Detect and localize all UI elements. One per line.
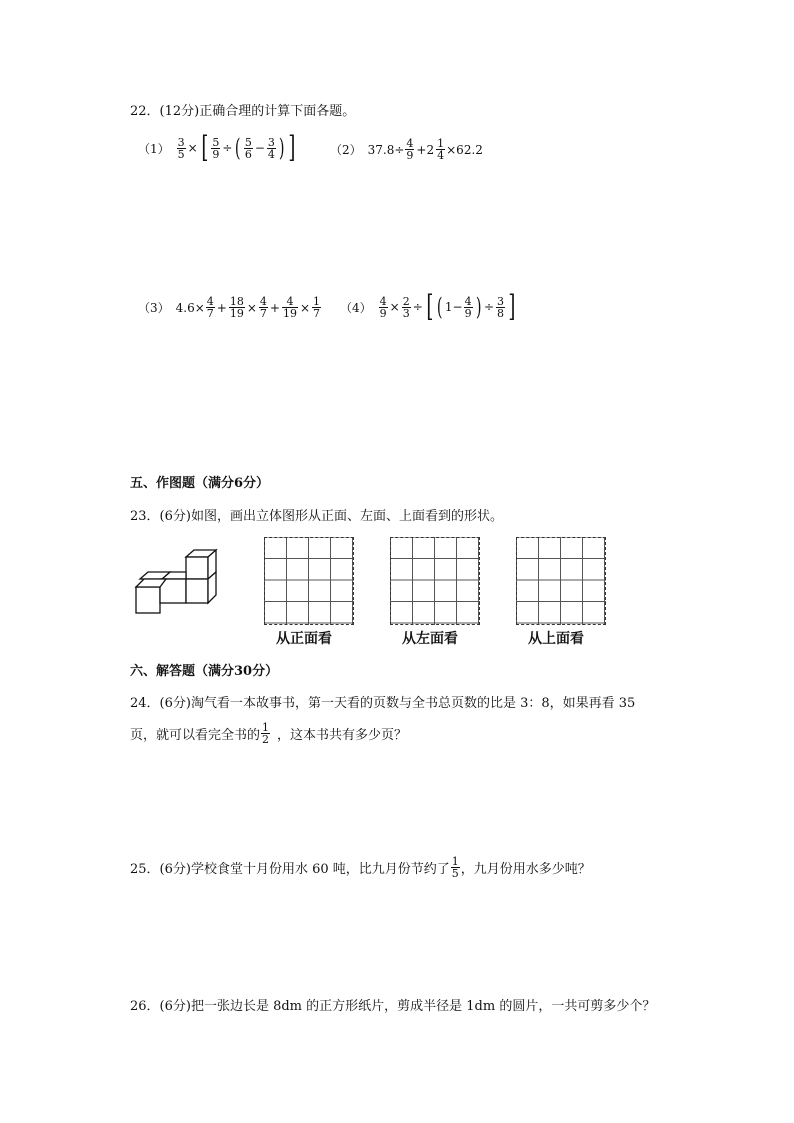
problem-label: （4） xyxy=(340,300,372,315)
right-paren: ) xyxy=(278,134,285,162)
operator: × xyxy=(299,300,311,315)
left-bracket: [ xyxy=(426,289,434,324)
q24-text: 页，就可以看完全书的 xyxy=(130,728,261,743)
q24-text: ，这本书共有多少页？ xyxy=(277,728,408,743)
operator: + xyxy=(269,300,280,315)
fraction: $\frac{1}{4}$ xyxy=(437,137,445,162)
problem-label: （1） xyxy=(138,141,170,156)
q25-text: 25．(6分)学校食堂十月份用水 60 吨，比九月份节约了 xyxy=(130,862,450,877)
grid-top-view[interactable] xyxy=(516,537,606,625)
left-bracket: [ xyxy=(201,130,209,165)
operator: − xyxy=(254,141,265,155)
fraction: $\frac{4}{9}$ xyxy=(406,137,414,162)
q22-problem-1 xyxy=(138,130,298,165)
section-6-title: 六、解答题（满分30分） xyxy=(130,664,279,679)
fraction: $\frac{18}{19}$ xyxy=(229,295,244,320)
q24-line-1: 24．(6分)淘气看一本故事书，第一天看的页数与全书总页数的比是 3：8，如果再看 35 xyxy=(130,696,636,711)
problem-label: （2） xyxy=(330,143,362,157)
fraction: $\frac{5}{9}$ xyxy=(212,135,220,161)
fraction: $\frac{3}{5}$ xyxy=(177,135,185,161)
expr-text: 37.8÷ xyxy=(367,142,405,157)
fraction: $\frac{5}{6}$ xyxy=(244,135,252,161)
expr-text: ×62.2 xyxy=(446,142,483,157)
fraction: $\frac{4}{7}$ xyxy=(259,295,267,320)
grid-label-left: 从左面看 xyxy=(402,631,458,647)
left-paren: ( xyxy=(437,293,443,321)
fraction: $\frac{4}{9}$ xyxy=(379,294,387,320)
fraction: $\frac{1}{7}$ xyxy=(313,295,321,320)
grid-left-view[interactable] xyxy=(390,537,480,625)
right-paren: ) xyxy=(475,293,482,321)
fraction: $\frac{1}{5}$ xyxy=(451,855,459,880)
right-bracket: ] xyxy=(288,130,296,165)
q25-text: ，九月份用水多少吨？ xyxy=(460,862,591,877)
fraction: $\frac{2}{3}$ xyxy=(402,294,410,320)
right-bracket: ] xyxy=(508,289,516,324)
q22-problem-4 xyxy=(340,289,518,324)
fraction: $\frac{4}{7}$ xyxy=(206,295,214,320)
operator: × xyxy=(187,141,198,155)
operator: + xyxy=(216,300,227,315)
fraction: $\frac{4}{19}$ xyxy=(282,295,297,320)
q24-line-2 xyxy=(130,722,407,745)
operator: ÷ xyxy=(222,141,233,155)
q22-problem-2 xyxy=(330,138,483,161)
operator: ÷ xyxy=(483,300,494,314)
grid-label-top: 从上面看 xyxy=(528,631,584,647)
operator: × xyxy=(389,300,400,314)
operator: +2 xyxy=(416,142,435,157)
fraction: $\frac{1}{2}$ xyxy=(262,721,270,746)
expr-text: 4.6× xyxy=(175,300,205,315)
grid-label-front: 从正面看 xyxy=(276,631,332,647)
q26-line: 26．(6分)把一张边长是 8dm 的正方形纸片，剪成半径是 1dm 的圆片，一共可剪多少个？ xyxy=(130,999,656,1014)
expr-text: 1− xyxy=(444,300,463,314)
fraction: $\frac{4}{9}$ xyxy=(464,294,472,320)
cube-figure xyxy=(132,545,222,617)
operator: ÷ xyxy=(412,300,423,314)
q23-title: 23．(6分)如图，画出立体图形从正面、左面、上面看到的形状。 xyxy=(130,509,503,524)
q22-problem-3 xyxy=(138,296,322,319)
problem-label: （3） xyxy=(138,301,170,315)
left-paren: ( xyxy=(235,134,241,162)
fraction: $\frac{3}{8}$ xyxy=(497,294,504,320)
grid-front-view[interactable] xyxy=(264,537,354,625)
q25-line xyxy=(130,856,591,879)
operator: × xyxy=(246,300,257,315)
q22-title: 22．(12分)正确合理的计算下面各题。 xyxy=(130,104,356,119)
section-5-title: 五、作图题（满分6分） xyxy=(130,476,270,491)
fraction: $\frac{3}{4}$ xyxy=(267,135,275,161)
